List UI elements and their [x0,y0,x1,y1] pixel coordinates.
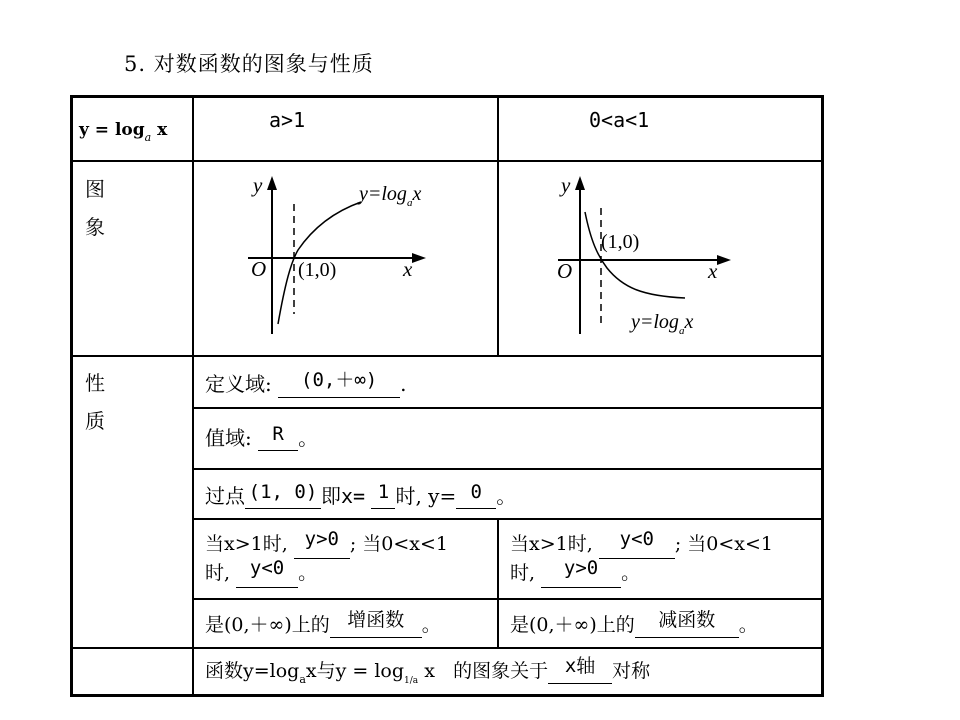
log-curve-decreasing [585,212,685,298]
x-axis-label: x [403,257,413,281]
mono-left-end: 。 [421,614,441,636]
table-divider [192,518,821,520]
section-title: 5. 对数函数的图象与性质 [124,52,374,76]
monotonic-right [510,610,758,638]
range-blank [258,423,298,451]
point-label-text: 过点 [205,484,245,508]
table-divider [73,160,821,162]
sign-right-1-blank [599,530,675,559]
table-divider [192,468,821,470]
curve-label-text: y=log [359,183,407,205]
table-divider [192,407,821,409]
sign-right-1-answer: y<0 [619,528,654,550]
point-end: 。 [496,484,517,508]
origin-label: O [251,257,267,281]
sign-left-end: 。 [298,562,318,584]
mono-right-pre: 是(0,＋∞)上的 [510,614,635,636]
point-x-blank [371,481,395,509]
domain-label: 定义域: [205,372,272,396]
fixed-point-row [205,480,516,509]
point-y-blank [456,481,496,509]
origin-label: O [557,259,573,283]
curve-label [357,183,421,209]
function-header-base: a [144,131,152,144]
sym-base2: 1/a [404,676,419,686]
sign-right-1: 当x>1时, [510,533,593,555]
sym-answer: x轴 [564,655,596,677]
point-mid2: 时, y= [395,484,457,508]
sym-blank [548,656,612,684]
mono-left-blank [330,610,422,638]
sign-left-2-answer: y<0 [249,557,285,579]
x-axis-arrow-icon [717,255,731,265]
sign-right-mid: ; 当0<x<1 [674,533,773,555]
point-mid: 即x= [321,484,366,508]
y-axis-arrow-icon [267,176,277,190]
x-axis-arrow-icon [412,253,426,263]
sign-left-2-blank [236,559,298,588]
sign-left-mid: ; 当0<x<1 [349,533,448,555]
curve-label-text: y=log [631,311,679,333]
sign-right-end: 。 [621,562,641,584]
curve-label-base: a [678,325,685,337]
monotonic-left [205,610,441,638]
sign-left [205,530,448,588]
properties-row-label: 性质 [85,371,105,433]
function-header-y: y = log [79,120,145,140]
table-divider [497,518,499,648]
curve-label [629,311,693,337]
domain-row [205,368,406,398]
sign-left-1: 当x>1时, [205,533,288,555]
header-a-between-0-1: 0<a<1 [589,108,650,132]
header-a-greater-1: a>1 [269,108,306,132]
point-answer: (1, 0) [248,481,318,503]
sign-left-1-answer: y>0 [304,528,339,550]
range-answer: R [272,423,284,445]
x-axis-label: x [708,259,718,283]
graph-a-between-0-1 [533,164,813,354]
sign-right-2-blank [541,559,621,588]
sym-x: x [424,660,435,682]
sym-pre: 函数y=log [205,660,300,682]
sym-mid2: 的图象关于 [453,660,549,682]
log-function-table [70,95,824,697]
mono-right-answer: 减函数 [658,609,716,631]
table-divider [73,647,821,649]
sign-left-1-blank [294,530,350,559]
point-x-answer: 1 [377,481,390,503]
sign-right-2: 时, [510,562,536,584]
table-divider [192,598,821,600]
domain-answer: (0,＋∞) [301,369,378,391]
range-end: 。 [298,426,319,450]
range-label: 值域: [205,426,252,450]
domain-end: . [400,372,407,396]
sign-left-2: 时, [205,562,231,584]
sym-mid: x与y = log [305,660,405,682]
curve-label-base: a [406,197,413,209]
range-row [205,422,318,451]
point-label: (1,0) [601,231,640,253]
mono-right-blank [635,610,739,638]
mono-left-answer: 增函数 [347,609,405,631]
table-divider [73,355,821,357]
function-header-x: x [157,120,168,140]
sign-right [510,530,773,588]
curve-label-x: x [412,183,422,205]
sym-end: 对称 [612,660,651,682]
sym-base: a [299,673,306,686]
y-axis-arrow-icon [575,176,585,190]
point-blank [245,481,321,509]
graph-row-label: 图象 [85,177,105,239]
table-divider [192,98,194,694]
symmetry-row [205,656,650,686]
point-label: (1,0) [298,259,337,281]
domain-blank [278,370,400,398]
function-header [79,120,167,144]
graph-a-greater-1 [223,164,503,354]
mono-left-pre: 是(0,＋∞)上的 [205,614,330,636]
mono-right-end: 。 [738,614,758,636]
curve-label-x: x [684,311,694,333]
point-y-answer: 0 [470,481,482,503]
y-axis-label: y [253,173,263,197]
y-axis-label: y [561,173,571,197]
sign-right-2-answer: y>0 [563,557,599,579]
